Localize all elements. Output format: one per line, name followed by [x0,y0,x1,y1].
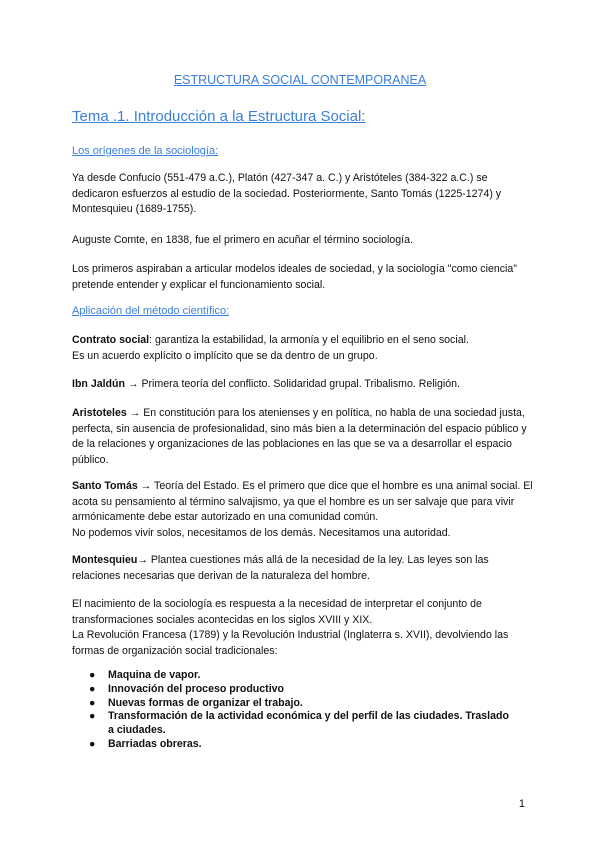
list-item-text: Nuevas formas de organizar el trabajo. [108,696,303,709]
list-item [72,738,512,752]
term-ibn-jaldun: Ibn Jaldún [72,378,125,390]
montesquieu-text: → Plantea cuestiones más allá de la necesidad de la ley. Las leyes son las relaciones necesarias que derivan de la naturaleza del hombre. [72,554,489,582]
aristoteles-text: → En constitución para los atenienses y en política, no habla de una sociedad justa, perfecta, sin ausencia de profesionalidad, sino más bien a la determinación del espacio público y de la relaciones y organizaciones de las poblaciones en las que se va a desarrollar el espacio público. [72,407,527,466]
nacimiento-line2: La Revolución Francesa (1789) y la Revolución Industrial (Inglaterra s. XVII), devolviendo las formas de organización social tradicionales: [72,629,509,657]
bullet-icon: ● [89,682,96,695]
list-item-text: Maquina de vapor. [108,669,201,681]
bullet-icon: ● [89,737,96,750]
list-item-text: Barriadas obreras. [108,737,202,750]
page-number: 1 [518,798,525,810]
section-heading-origenes: Los orígenes de la sociología: [72,145,219,157]
term-contrato-social: Contrato social [72,334,150,346]
paragraph-origenes-3: Los primeros aspiraban a articular modelos ideales de sociedad, y la sociología "como ciencia" pretende entender y explicar el funcionamiento social. [72,263,518,291]
document-title: ESTRUCTURA SOCIAL CONTEMPORANEA [173,73,427,87]
list-item [72,669,512,683]
paragraph-aristoteles [72,406,534,468]
topic-heading: Tema .1. Introducción a la Estructura Social: [72,108,366,125]
list-item [72,710,512,738]
nacimiento-text: El nacimiento de la sociología es respuesta a la necesidad de interpretar el conjunto de transformaciones sociales acontecidas en los siglos XVIII y XIX. [72,598,482,626]
paragraph-ibn-jaldun [72,377,534,393]
list-item-text: Innovación del proceso productivo [108,682,284,695]
bullet-icon: ● [89,710,96,723]
bullet-icon: ● [89,696,96,709]
term-montesquieu: Montesquieu [72,554,138,566]
paragraph-origenes-2: Auguste Comte, en 1838, fue el primero en acuñar el término sociología. [72,234,413,246]
paragraph-montesquieu [72,553,534,584]
section-heading-aplicacion: Aplicación del método científico: [72,305,230,317]
paragraph-origenes-1: Ya desde Confucio (551-479 a.C.), Platón (427-347 a. C.) y Aristóteles (384-322 a.C.) se dedicaron esfuerzos al estudio de la sociedad. Posteriormente, Santo Tomás (1225-1274) y Montesquieu (1689-1755). [72,172,502,215]
jaldun-text: → Primera teoría del conflicto. Solidaridad grupal. Tribalismo. Religión. [124,378,461,390]
paragraph-nacimiento [72,597,534,659]
list-item [72,683,512,697]
term-aristoteles: Aristoteles [72,407,127,419]
list-item-text: Transformación de la actividad económica y del perfil de las ciudades. Traslado a ciudades. [108,710,509,737]
contrato-line2: Es un acuerdo explícito o implícito que se da dentro de un grupo. [72,349,378,362]
tomas-text: → Teoría del Estado. Es el primero que dice que el hombre es una animal social. El acota su pensamiento al término salvajismo, ya que el hombre es un ser salvaje que para vivir armónicamente debe estar autorizado en una comunidad común. [72,480,533,523]
paragraph-contrato-social [72,333,534,364]
term-santo-tomas: Santo Tomás [72,480,138,492]
bullet-list [72,669,512,752]
tomas-line2: No podemos vivir solos, necesitamos de los demás. Necesitamos una autoridad. [72,526,451,539]
bullet-icon: ● [89,669,96,681]
paragraph-santo-tomas [72,479,534,541]
list-item [72,697,512,711]
contrato-text: : garantiza la estabilidad, la armonía y el equilibrio en el seno social. [149,334,469,346]
